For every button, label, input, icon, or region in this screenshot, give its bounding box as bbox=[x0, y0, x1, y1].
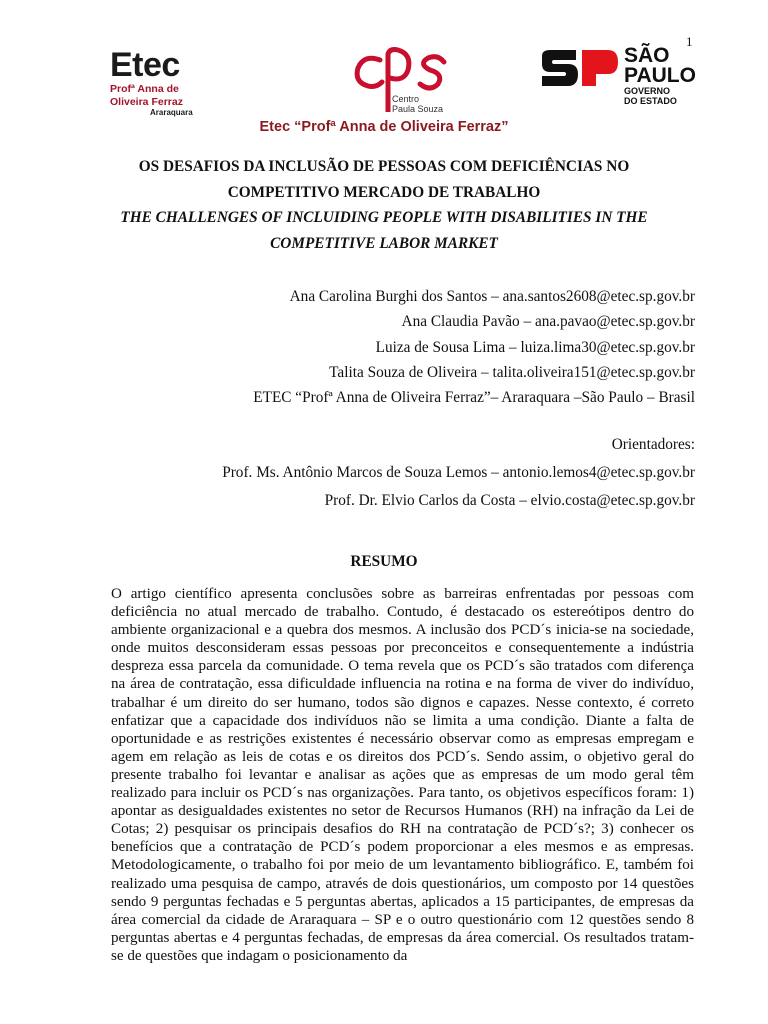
etec-logo-city: Araraquara bbox=[150, 108, 193, 117]
abstract-text: O artigo científico apresenta conclusões sobre as barreiras enfrentadas por pessoas com deficiência no atual mercado de trabalho. Contudo, é destacado os estereótipos dentro do ambiente organizacional e a quebra dos mesmos. A inclusão dos PCD´s inicia-se na sociedade, onde muitos desconsideram essas pessoas por preconceitos e consequentemente a indústria despreza essa parcela da comunidade. O tema revela que os PCD´s são tratados com diferença na área de contratação, essa dificuldade influencia na rotina e na forma de viver do indivíduo, trabalhar é um direito do ser humano, todos são dignos e capazes. Nesse contexto, é correto enfatizar que a capacidade dos indivíduos não se limita a uma condição. Diante a falta de oportunidade e as restrições existentes é necessário observar como as empresas empregam e agem em relação as leis de cotas e os direitos dos PCD´s. Sendo assim, o objetivo geral do presente trabalho foi levantar e analisar as ações que as empresas de um modo geral têm realizado para incluir os PCD´s nas organizações. Para tanto, os objetivos específicos foram: 1) apontar as desigualdades existentes no setor de Recursos Humanos (RH) na infração da Lei de Cotas; 2) pesquisar os principais desafios do RH na contratação de PCD´s?; 3) conhecer os benefícios que a contratação de PCD´s podem proporcionar a eles mesmos e as empresas. Metodologicamente, o trabalho foi por meio de um levantamento bibliográfico. E, também foi realizado uma pesquisa de campo, através de dois questionários, um composto por 14 questões sendo 9 perguntas fechadas e 5 perguntas abertas, aplicados a 15 participantes, de empresas da área comercial da cidade de Araraquara – SP e o outro questionário com 12 questões sendo 8 perguntas abertas e 4 perguntas fechadas, de empresas da área comercial. Os resultados tratam-se de questões que indagam o posicionamento da bbox=[111, 586, 694, 964]
cps-logo bbox=[350, 42, 460, 112]
cps-logo-line2: Paula Souza bbox=[392, 104, 444, 114]
title-portuguese bbox=[90, 154, 678, 206]
author-line: Ana Claudia Pavão – ana.pavao@etec.sp.gov.br bbox=[401, 313, 695, 331]
sp-logo-text bbox=[624, 46, 696, 106]
title-en-line: THE CHALLENGES OF INCLUIDING PEOPLE WITH DISABILITIES IN THE bbox=[120, 209, 648, 226]
author-list bbox=[253, 284, 695, 410]
advisor-line: Prof. Dr. Elvio Carlos da Costa – elvio.costa@etec.sp.gov.br bbox=[324, 492, 695, 509]
sp-logo-line3: GOVERNO bbox=[624, 86, 671, 96]
title-pt-line: COMPETITIVO MERCADO DE TRABALHO bbox=[227, 184, 541, 201]
advisor-line: Prof. Ms. Antônio Marcos de Souza Lemos – antonio.lemos4@etec.sp.gov.br bbox=[222, 464, 695, 481]
author-line: Talita Souza de Oliveira – talita.oliveira151@etec.sp.gov.br bbox=[329, 363, 695, 381]
sp-logo-line2: PAULO bbox=[624, 64, 696, 87]
etec-logo-line2: Oliveira Ferraz bbox=[110, 96, 183, 108]
affiliation-line: ETEC “Profª Anna de Oliveira Ferraz”– Araraquara –São Paulo – Brasil bbox=[253, 389, 695, 407]
page-number: 1 bbox=[686, 34, 693, 49]
author-line: Ana Carolina Burghi dos Santos – ana.santos2608@etec.sp.gov.br bbox=[289, 288, 695, 305]
sp-logo-line4: DO ESTADO bbox=[624, 96, 677, 106]
sao-paulo-logo bbox=[538, 46, 708, 110]
resumo-heading: RESUMO bbox=[350, 553, 418, 570]
advisor-list bbox=[222, 431, 695, 515]
title-pt-line: OS DESAFIOS DA INCLUSÃO DE PESSOAS COM DEFICIÊNCIAS NO bbox=[138, 158, 630, 175]
etec-logo bbox=[110, 48, 220, 118]
etec-logo-line1: Profª Anna de bbox=[110, 83, 179, 95]
title-en-line: COMPETITIVE LABOR MARKET bbox=[270, 235, 498, 252]
sp-logo-mark bbox=[538, 48, 620, 88]
advisors-label: Orientadores: bbox=[611, 436, 695, 453]
cps-logo-line1: Centro bbox=[392, 94, 420, 104]
school-heading: Etec “Profª Anna de Oliveira Ferraz” bbox=[259, 119, 509, 135]
sp-logo-line1: SÃO bbox=[624, 44, 670, 67]
author-line: Luiza de Sousa Lima – luiza.lima30@etec.sp.gov.br bbox=[375, 338, 695, 356]
etec-logo-word: Etec bbox=[110, 46, 180, 84]
title-english bbox=[90, 205, 678, 257]
cps-logo-text bbox=[392, 94, 443, 114]
